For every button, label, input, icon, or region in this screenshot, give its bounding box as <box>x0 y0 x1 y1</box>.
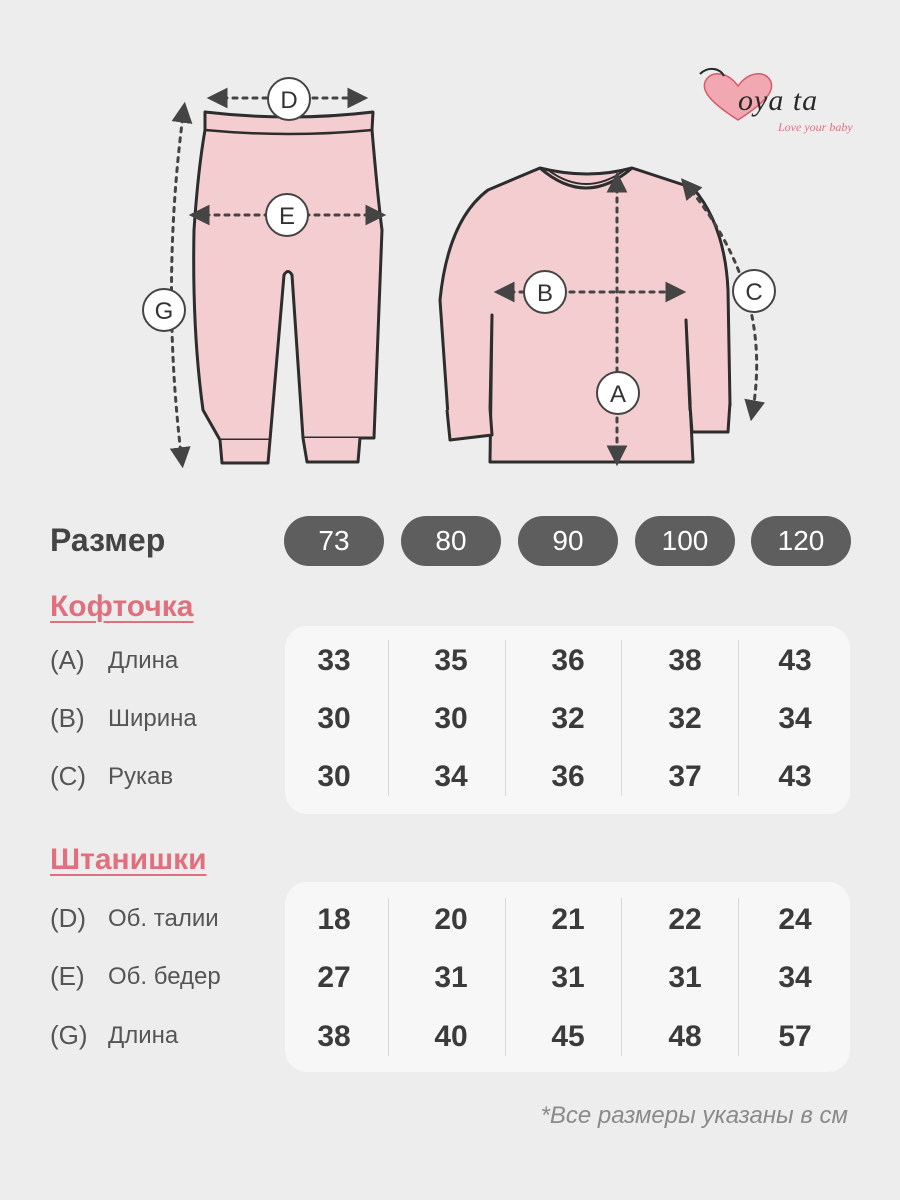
value-cell: 40 <box>434 1020 468 1053</box>
divider <box>738 898 739 1056</box>
value-cell: 21 <box>551 903 585 936</box>
row-code: (C) <box>50 761 87 791</box>
value-cell: 33 <box>317 644 351 677</box>
value-cell: 24 <box>778 903 812 936</box>
value-cell: 30 <box>434 702 468 735</box>
size-row-label: Размер <box>50 522 166 558</box>
label-c <box>733 270 775 312</box>
row-name: Рукав <box>108 763 174 790</box>
value-cell: 35 <box>434 644 468 677</box>
size-pill: 120 <box>751 516 851 566</box>
value-cell: 37 <box>668 760 702 793</box>
section-title-top: Кофточка <box>50 590 194 623</box>
value-cell: 43 <box>778 644 812 677</box>
svg-text:C: C <box>745 279 763 306</box>
size-pill: 80 <box>401 516 501 566</box>
value-cell: 31 <box>551 961 585 994</box>
row-code: (E) <box>50 961 85 991</box>
label-b <box>524 271 566 313</box>
brand-name: oya ta <box>738 84 819 117</box>
value-cell: 32 <box>668 702 702 735</box>
divider <box>621 898 622 1056</box>
value-cell: 34 <box>778 961 812 994</box>
divider <box>388 898 389 1056</box>
divider <box>621 640 622 796</box>
value-cell: 38 <box>317 1020 351 1053</box>
divider <box>738 640 739 796</box>
row-name: Ширина <box>108 705 197 732</box>
value-cell: 45 <box>551 1020 585 1053</box>
value-cell: 30 <box>317 760 351 793</box>
value-cell: 34 <box>434 760 468 793</box>
label-e <box>266 194 308 236</box>
svg-text:D: D <box>280 87 298 114</box>
divider <box>505 898 506 1056</box>
value-cell: 32 <box>551 702 585 735</box>
value-cell: 31 <box>434 961 468 994</box>
value-cell: 38 <box>668 644 702 677</box>
value-cell: 22 <box>668 903 702 936</box>
value-cell: 30 <box>317 702 351 735</box>
size-pill: 90 <box>518 516 618 566</box>
value-cell: 20 <box>434 903 468 936</box>
value-cell: 43 <box>778 760 812 793</box>
label-d <box>268 78 310 120</box>
svg-text:E: E <box>278 203 296 230</box>
row-name: Об. бедер <box>108 963 221 990</box>
value-cell: 48 <box>668 1020 702 1053</box>
value-cell: 36 <box>551 760 585 793</box>
label-g <box>143 289 185 331</box>
value-cell: 57 <box>778 1020 812 1053</box>
row-code: (B) <box>50 703 85 733</box>
svg-text:B: B <box>536 280 554 307</box>
row-code: (D) <box>50 903 87 933</box>
row-name: Длина <box>108 1022 179 1049</box>
value-cell: 36 <box>551 644 585 677</box>
size-pill: 73 <box>284 516 384 566</box>
value-cell: 34 <box>778 702 812 735</box>
row-name: Длина <box>108 647 179 674</box>
row-code: (A) <box>50 645 85 675</box>
brand-tagline: Love your baby <box>778 120 853 134</box>
svg-text:A: A <box>609 381 627 408</box>
section-title-bottom: Штанишки <box>50 843 207 876</box>
sweater-illustration <box>440 168 730 462</box>
units-footnote: *Все размеры указаны в см <box>540 1102 848 1129</box>
row-code: (G) <box>50 1020 88 1050</box>
divider <box>505 640 506 796</box>
label-a <box>597 372 639 414</box>
divider <box>388 640 389 796</box>
row-name: Об. талии <box>108 905 219 932</box>
size-pill: 100 <box>635 516 735 566</box>
svg-text:G: G <box>154 298 174 325</box>
value-cell: 27 <box>317 961 351 994</box>
value-cell: 18 <box>317 903 351 936</box>
value-cell: 31 <box>668 961 702 994</box>
pants-illustration <box>194 112 382 463</box>
